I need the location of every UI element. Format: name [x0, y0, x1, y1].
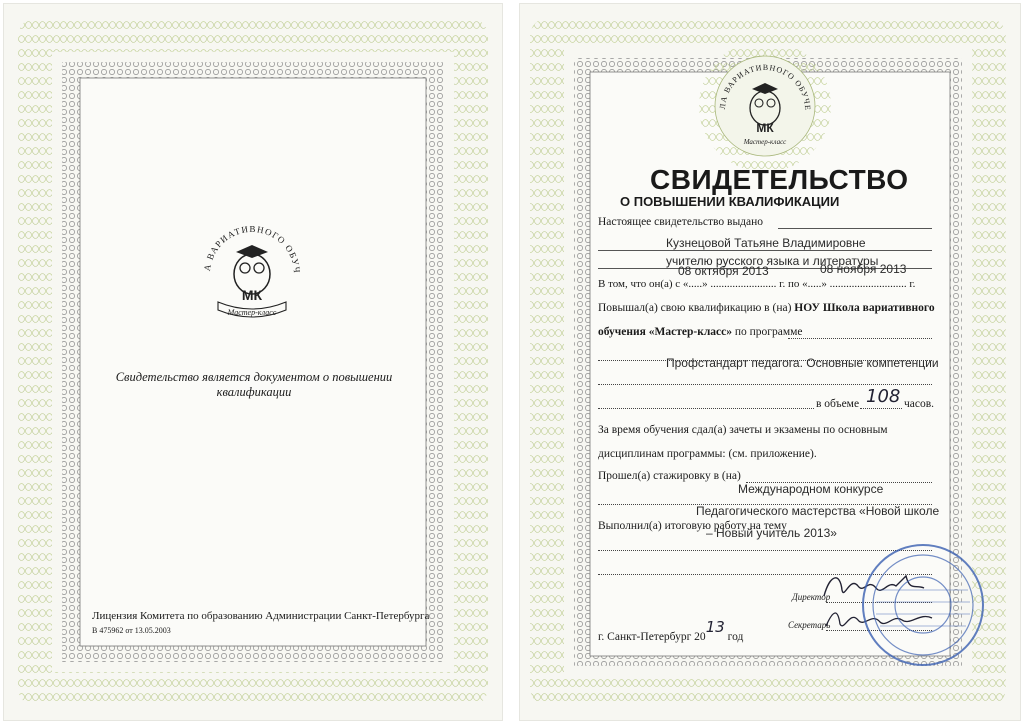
logo-monogram: МК — [241, 287, 263, 303]
final-work-value: – Новый учитель 2013» — [706, 526, 837, 540]
upgrade-line-1 — [598, 302, 935, 314]
city-year — [598, 618, 744, 644]
svg-text:ШКОЛА ВАРИАТИВНОГО ОБУЧЕНИЯ — [192, 212, 302, 274]
hours-value: 108 — [866, 386, 901, 407]
period-line: В том, что он(а) с «.....» ........................ г. по «.....» ............................ г. — [598, 278, 916, 290]
program-name: Профстандарт педагога. Основные компетенции — [666, 356, 939, 370]
school-name-part-2: обучения «Мастер-класс» — [598, 326, 732, 338]
logo-arc-text: А ВАРИАТИВНОГО ОБУЧ — [201, 223, 303, 275]
program-label: по программе — [731, 326, 803, 338]
program-dots-1 — [788, 338, 932, 339]
exams-line-1: За время обучения сдал(а) зачеты и экзамены по основным — [598, 424, 888, 436]
city-year-prefix: г. Санкт-Петербург 20 — [598, 631, 706, 643]
official-stamp — [858, 540, 988, 670]
volume-label: в объеме — [816, 398, 860, 410]
hours-unit: часов. — [904, 398, 935, 410]
recipient-line — [598, 250, 932, 251]
logo-banner-text: Мастер-класс — [227, 308, 277, 317]
director-label: Директор — [792, 592, 831, 602]
year-value: 13 — [705, 618, 725, 636]
recipient-name: Кузнецовой Татьяне Владимировне — [666, 236, 866, 250]
volume-dots — [598, 408, 814, 409]
city-year-suffix: год — [724, 631, 744, 643]
date-start: 08 октября 2013 — [678, 264, 769, 278]
hours-dots — [860, 408, 902, 409]
upgrade-line-2 — [598, 326, 803, 338]
certificate-subtitle: О ПОВЫШЕНИИ КВАЛИФИКАЦИИ — [620, 194, 840, 209]
seal-banner-text: Мастер-класс — [743, 138, 787, 146]
certificate-left-page — [4, 4, 502, 720]
internship-value-2: Педагогического мастерства «Новой школе — [696, 504, 940, 518]
issued-line — [778, 228, 932, 229]
issued-label: Настоящее свидетельство выдано — [598, 216, 764, 228]
license-text: Лицензия Комитета по образованию Администрации Санкт-Петербурга — [92, 610, 430, 622]
final-work-label: Выполнил(а) итоговую работу на тему — [598, 520, 787, 532]
school-name-part-1: НОУ Школа вариативного — [794, 302, 935, 314]
school-logo — [192, 212, 312, 332]
seal-arc-text: ЛА ВАРИАТИВНОГО ОБУЧЕ — [717, 62, 813, 112]
recipient-position: учителю русского языка и литературы — [666, 254, 879, 268]
document-note: Свидетельство является документом о повышении квалификации — [115, 370, 393, 399]
secretary-label: Секретарь — [788, 620, 831, 630]
date-end: 08 ноября 2013 — [820, 262, 907, 276]
school-seal-logo — [700, 44, 830, 169]
internship-value-1: Международном конкурсе — [738, 482, 884, 496]
license-number: В 475962 от 13.05.2003 — [92, 626, 171, 635]
seal-monogram: МК — [756, 121, 774, 135]
exams-line-2: дисциплинам программы: (см. приложение). — [598, 448, 817, 460]
certificate-title: СВИДЕТЕЛЬСТВО — [650, 164, 909, 195]
internship-label: Прошел(а) стажировку в (на) — [598, 470, 741, 482]
program-dots-3 — [598, 384, 932, 385]
upgrade-line-1-text: Повышал(а) свою квалификацию в (на) — [598, 302, 795, 314]
